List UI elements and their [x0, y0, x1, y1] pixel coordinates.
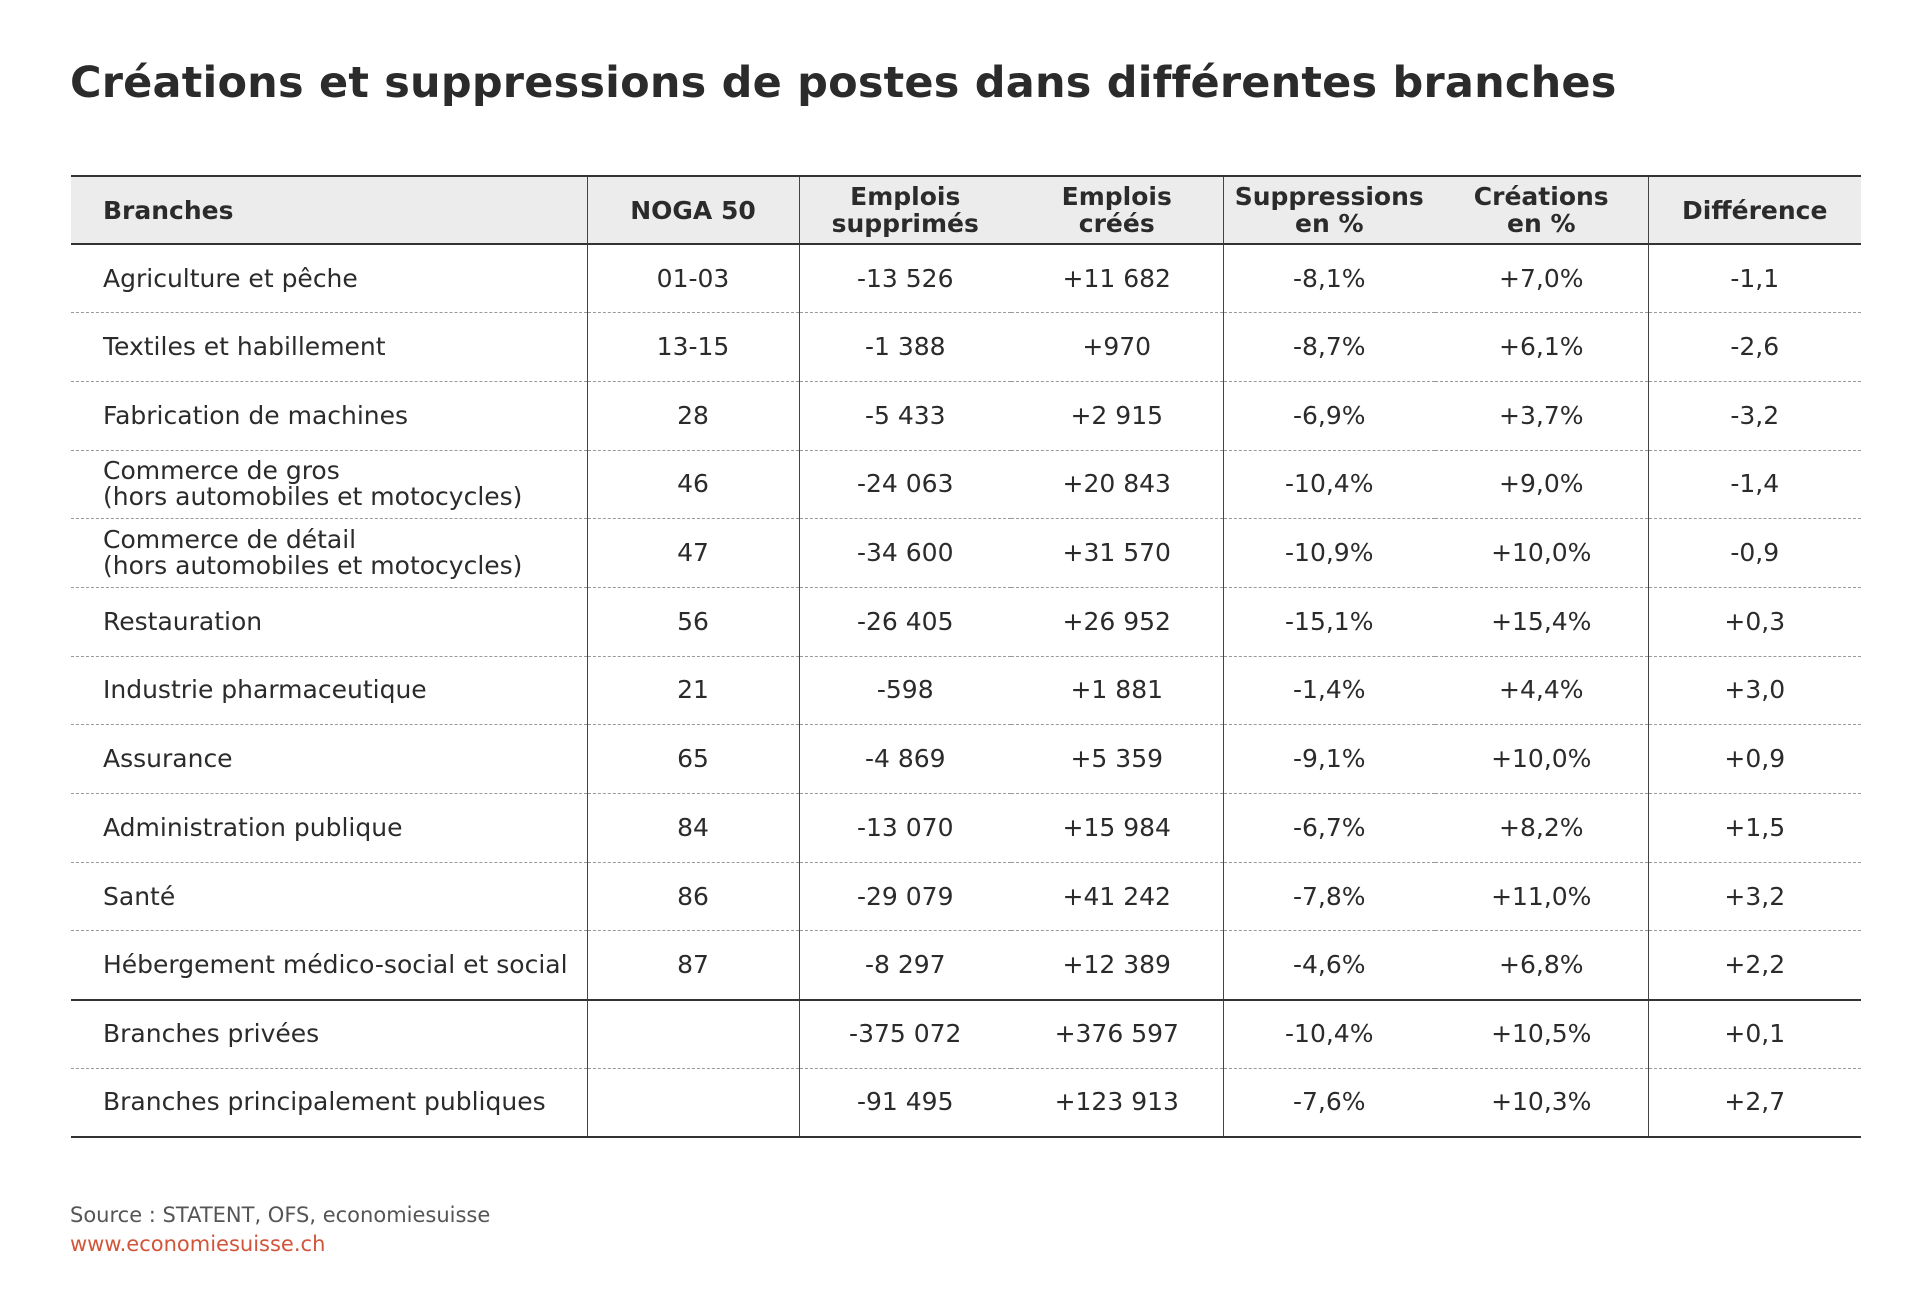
emplois-crees-cell: +26 952 — [1011, 587, 1223, 656]
noga-cell: 87 — [587, 931, 799, 1000]
suppressions-pct-cell: -6,7% — [1223, 794, 1435, 863]
noga-cell: 84 — [587, 794, 799, 863]
creations-pct-cell: +10,5% — [1435, 1000, 1648, 1069]
noga-cell: 01-03 — [587, 244, 799, 313]
table-row — [71, 313, 1861, 382]
difference-cell: -2,6 — [1648, 313, 1861, 382]
branch-cell — [71, 794, 587, 863]
branch-label: (hors automobiles et motocycles) — [103, 551, 523, 581]
emplois-supprimes-cell: -34 600 — [799, 519, 1011, 588]
creations-pct-cell: +10,0% — [1435, 725, 1648, 794]
branch-cell — [71, 725, 587, 794]
creations-pct-cell: +10,3% — [1435, 1068, 1648, 1137]
difference-cell: -3,2 — [1648, 381, 1861, 450]
suppressions-pct-cell: -15,1% — [1223, 587, 1435, 656]
branch-label: Textiles et habillement — [103, 332, 386, 362]
difference-cell: -1,1 — [1648, 244, 1861, 313]
table-row — [71, 794, 1861, 863]
suppressions-pct-cell: -4,6% — [1223, 931, 1435, 1000]
table-row — [71, 1000, 1861, 1069]
emplois-crees-cell: +41 242 — [1011, 862, 1223, 931]
branch-cell — [71, 244, 587, 313]
suppressions-pct-cell: -8,1% — [1223, 244, 1435, 313]
emplois-supprimes-cell: -24 063 — [799, 450, 1011, 519]
creations-pct-cell: +7,0% — [1435, 244, 1648, 313]
branch-label: Agriculture et pêche — [103, 263, 358, 293]
emplois-crees-cell: +123 913 — [1011, 1068, 1223, 1137]
header-emplois-supprimes — [799, 176, 1011, 244]
emplois-supprimes-cell: -26 405 — [799, 587, 1011, 656]
suppressions-pct-cell: -6,9% — [1223, 381, 1435, 450]
branch-label: Branches principalement publiques — [103, 1087, 546, 1117]
table-row — [71, 244, 1861, 313]
branch-cell — [71, 587, 587, 656]
source-link[interactable]: www.economiesuisse.ch — [70, 1232, 326, 1256]
difference-cell: +1,5 — [1648, 794, 1861, 863]
difference-cell: +3,2 — [1648, 862, 1861, 931]
header-emplois-crees — [1011, 176, 1223, 244]
header-suppressions-pct-line1: Suppressions — [1234, 182, 1424, 211]
emplois-crees-cell: +11 682 — [1011, 244, 1223, 313]
creations-pct-cell: +6,8% — [1435, 931, 1648, 1000]
noga-cell: 28 — [587, 381, 799, 450]
branch-cell — [71, 313, 587, 382]
suppressions-pct-cell: -1,4% — [1223, 656, 1435, 725]
chart-title: Créations et suppressions de postes dans différentes branches — [70, 58, 1617, 108]
table-row — [71, 931, 1861, 1000]
branch-label: Restauration — [103, 606, 263, 636]
branch-label: Commerce de détail — [103, 525, 357, 555]
header-emplois-supprimes-line2: supprimés — [831, 209, 979, 238]
creations-pct-cell: +10,0% — [1435, 519, 1648, 588]
creations-pct-cell: +8,2% — [1435, 794, 1648, 863]
branch-cell — [71, 656, 587, 725]
emplois-supprimes-cell: -91 495 — [799, 1068, 1011, 1137]
suppressions-pct-cell: -8,7% — [1223, 313, 1435, 382]
header-creations-pct-line1: Créations — [1473, 182, 1609, 211]
emplois-crees-cell: +15 984 — [1011, 794, 1223, 863]
header-emplois-supprimes-line1: Emplois — [850, 182, 961, 211]
branch-cell — [71, 862, 587, 931]
creations-pct-cell: +15,4% — [1435, 587, 1648, 656]
emplois-crees-cell: +2 915 — [1011, 381, 1223, 450]
creations-pct-cell: +11,0% — [1435, 862, 1648, 931]
table-row — [71, 519, 1861, 588]
emplois-supprimes-cell: -13 070 — [799, 794, 1011, 863]
table-row — [71, 381, 1861, 450]
emplois-crees-cell: +31 570 — [1011, 519, 1223, 588]
creations-pct-cell: +4,4% — [1435, 656, 1648, 725]
difference-cell: -0,9 — [1648, 519, 1861, 588]
noga-cell: 86 — [587, 862, 799, 931]
table-row — [71, 450, 1861, 519]
suppressions-pct-cell: -10,4% — [1223, 1000, 1435, 1069]
header-suppressions-pct-line2: en % — [1294, 209, 1364, 238]
difference-cell: +0,3 — [1648, 587, 1861, 656]
table-body — [71, 244, 1861, 1137]
emplois-supprimes-cell: -375 072 — [799, 1000, 1011, 1069]
branch-label: Fabrication de machines — [103, 400, 409, 430]
branch-label: Commerce de gros — [103, 456, 340, 486]
branch-label: Administration publique — [103, 812, 403, 842]
header-creations-pct-line2: en % — [1506, 209, 1576, 238]
emplois-crees-cell: +5 359 — [1011, 725, 1223, 794]
difference-cell: +2,2 — [1648, 931, 1861, 1000]
difference-cell: +0,9 — [1648, 725, 1861, 794]
header-noga: NOGA 50 — [587, 176, 799, 244]
emplois-crees-cell: +376 597 — [1011, 1000, 1223, 1069]
suppressions-pct-cell: -10,9% — [1223, 519, 1435, 588]
header-difference: Différence — [1648, 176, 1861, 244]
branch-label: (hors automobiles et motocycles) — [103, 482, 523, 512]
noga-cell: 56 — [587, 587, 799, 656]
header-emplois-crees-line2: créés — [1078, 209, 1155, 238]
noga-cell: 21 — [587, 656, 799, 725]
branch-label: Santé — [103, 881, 176, 911]
header-suppressions-pct — [1223, 176, 1435, 244]
branch-cell — [71, 450, 587, 519]
suppressions-pct-cell: -10,4% — [1223, 450, 1435, 519]
table-row — [71, 862, 1861, 931]
difference-cell: +3,0 — [1648, 656, 1861, 725]
emplois-crees-cell: +20 843 — [1011, 450, 1223, 519]
creations-pct-cell: +3,7% — [1435, 381, 1648, 450]
branch-cell — [71, 1000, 587, 1069]
creations-pct-cell: +6,1% — [1435, 313, 1648, 382]
noga-cell: 47 — [587, 519, 799, 588]
table-header — [71, 176, 1861, 244]
noga-cell: 13-15 — [587, 313, 799, 382]
jobs-table — [71, 175, 1861, 1138]
branch-cell — [71, 519, 587, 588]
emplois-supprimes-cell: -13 526 — [799, 244, 1011, 313]
header-branches: Branches — [71, 176, 587, 244]
emplois-supprimes-cell: -4 869 — [799, 725, 1011, 794]
suppressions-pct-cell: -9,1% — [1223, 725, 1435, 794]
noga-cell — [587, 1068, 799, 1137]
emplois-supprimes-cell: -8 297 — [799, 931, 1011, 1000]
branch-label: Assurance — [103, 744, 233, 774]
emplois-supprimes-cell: -29 079 — [799, 862, 1011, 931]
difference-cell: +2,7 — [1648, 1068, 1861, 1137]
emplois-supprimes-cell: -598 — [799, 656, 1011, 725]
table-row — [71, 587, 1861, 656]
emplois-supprimes-cell: -5 433 — [799, 381, 1011, 450]
emplois-crees-cell: +12 389 — [1011, 931, 1223, 1000]
noga-cell: 46 — [587, 450, 799, 519]
header-row — [71, 176, 1861, 244]
creations-pct-cell: +9,0% — [1435, 450, 1648, 519]
table-row — [71, 725, 1861, 794]
emplois-supprimes-cell: -1 388 — [799, 313, 1011, 382]
branch-cell — [71, 381, 587, 450]
suppressions-pct-cell: -7,8% — [1223, 862, 1435, 931]
noga-cell — [587, 1000, 799, 1069]
source-note: Source : STATENT, OFS, economiesuisse — [70, 1203, 491, 1227]
branch-label: Hébergement médico-social et social — [103, 949, 568, 979]
header-emplois-crees-line1: Emplois — [1061, 182, 1172, 211]
branch-cell — [71, 1068, 587, 1137]
table-row — [71, 1068, 1861, 1137]
difference-cell: +0,1 — [1648, 1000, 1861, 1069]
branch-cell — [71, 931, 587, 1000]
suppressions-pct-cell: -7,6% — [1223, 1068, 1435, 1137]
header-creations-pct — [1435, 176, 1648, 244]
noga-cell: 65 — [587, 725, 799, 794]
difference-cell: -1,4 — [1648, 450, 1861, 519]
branch-label: Industrie pharmaceutique — [103, 675, 427, 705]
branch-label: Branches privées — [103, 1019, 320, 1049]
emplois-crees-cell: +970 — [1011, 313, 1223, 382]
emplois-crees-cell: +1 881 — [1011, 656, 1223, 725]
table-row — [71, 656, 1861, 725]
